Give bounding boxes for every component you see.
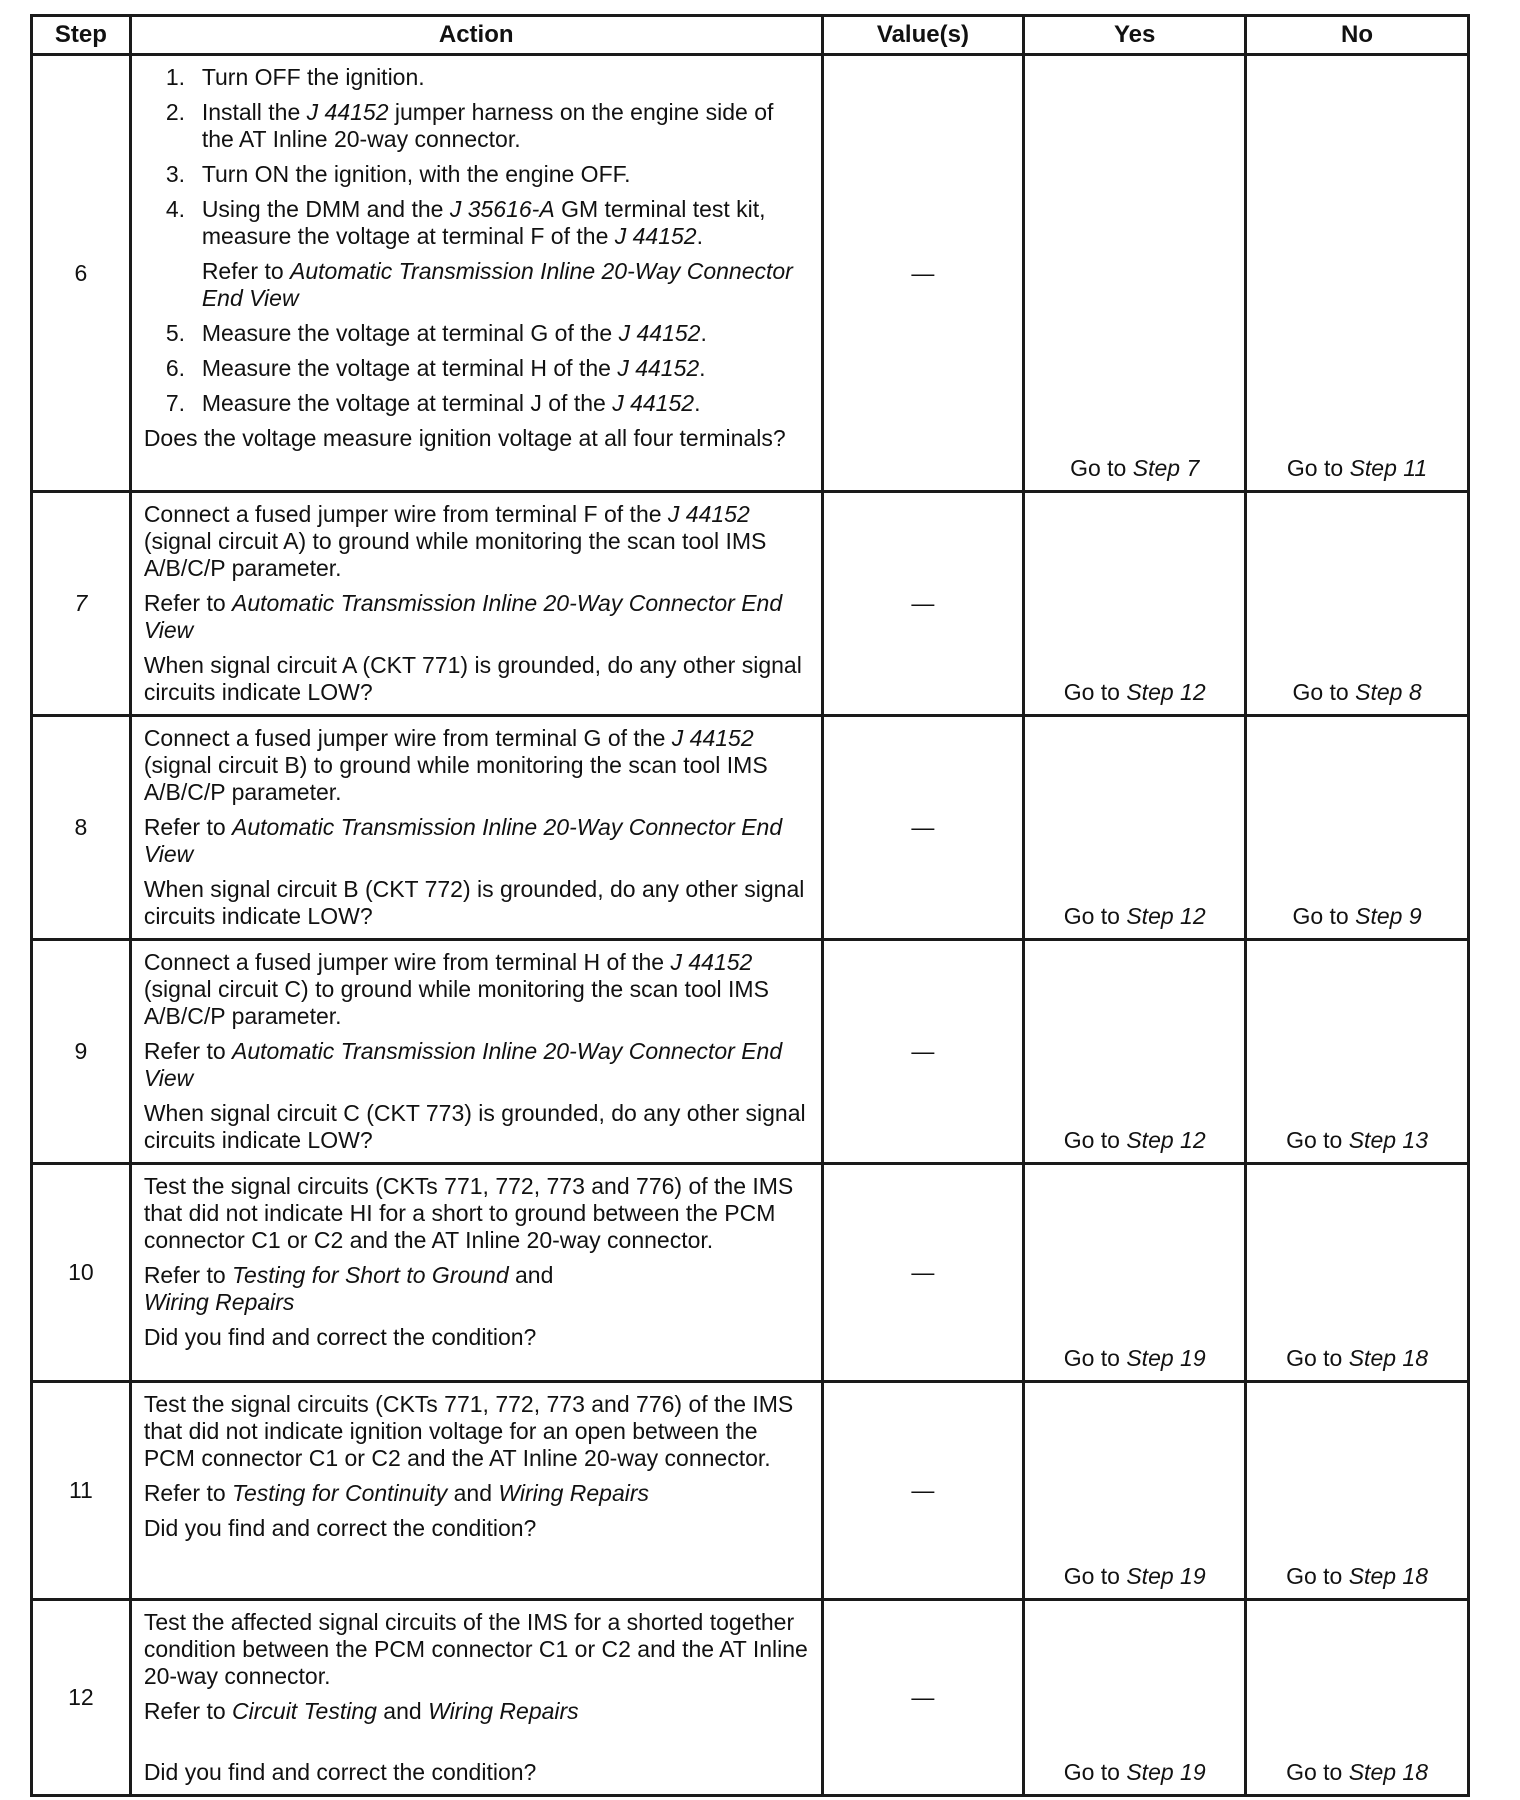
- table-row: [32, 492, 1469, 716]
- header-no: No: [1246, 16, 1469, 55]
- value-cell: —: [822, 940, 1024, 1164]
- action-cell: [130, 55, 822, 492]
- list-item: 7. Measure the voltage at terminal J of the J 44152.: [165, 390, 701, 416]
- yes-cell: Go to Step 12: [1024, 940, 1246, 1164]
- question-text: Did you find and correct the condition?: [143, 1324, 537, 1350]
- list-item: 2. Install the J 44152 jumper harness on the engine side of the AT Inline 20-way connector.: [165, 99, 774, 152]
- value-cell: —: [822, 55, 1024, 492]
- instruction-text: Connect a fused jumper wire from terminal H of the J 44152 (signal circuit C) to ground while monitoring the scan tool IMS A/B/C/P parameter.: [143, 949, 769, 1029]
- value-cell: —: [822, 1600, 1024, 1796]
- instruction-text: Test the signal circuits (CKTs 771, 772, 773 and 776) of the IMS that did not indicate ignition voltage for an open between the PCM connector C1 or C2 and the AT Inline 20-way connector.: [143, 1391, 794, 1471]
- refer-text: Refer to Automatic Transmission Inline 20-Way Connector End View: [143, 590, 783, 643]
- step-number: 8: [32, 716, 131, 940]
- action-cell: [130, 1382, 822, 1600]
- value-cell: —: [822, 716, 1024, 940]
- header-action: Action: [130, 16, 822, 55]
- no-cell: Go to Step 9: [1246, 716, 1469, 940]
- instruction-text: Test the signal circuits (CKTs 771, 772, 773 and 776) of the IMS that did not indicate HI for a short to ground between the PCM connector C1 or C2 and the AT Inline 20-way connector.: [143, 1173, 794, 1253]
- refer-text: Refer to Automatic Transmission Inline 20-Way Connector End View: [143, 1038, 783, 1091]
- table-row: [32, 1382, 1469, 1600]
- action-cell: [130, 716, 822, 940]
- step-number: 7: [32, 492, 131, 716]
- refer-text: Refer to Automatic Transmission Inline 20-Way Connector End View: [143, 814, 783, 867]
- no-cell: Go to Step 8: [1246, 492, 1469, 716]
- question-text: Did you find and correct the condition?: [143, 1759, 537, 1785]
- value-cell: —: [822, 492, 1024, 716]
- step-number: 11: [32, 1382, 131, 1600]
- table-row: [32, 716, 1469, 940]
- list-item: 3. Turn ON the ignition, with the engine OFF.: [165, 161, 631, 187]
- instruction-text: Test the affected signal circuits of the IMS for a shorted together condition between the PCM connector C1 or C2 and the AT Inline 20-way connector.: [143, 1609, 808, 1689]
- instruction-text: Connect a fused jumper wire from terminal F of the J 44152 (signal circuit A) to ground while monitoring the scan tool IMS A/B/C/P parameter.: [143, 501, 767, 581]
- question-text: When signal circuit B (CKT 772) is grounded, do any other signal circuits indicate LOW?: [143, 876, 805, 929]
- question-text: Did you find and correct the condition?: [143, 1515, 537, 1541]
- procedure-list: [144, 320, 809, 417]
- table-row: [32, 1164, 1469, 1382]
- step-number: 9: [32, 940, 131, 1164]
- table-row: [32, 1600, 1469, 1796]
- step-number: 10: [32, 1164, 131, 1382]
- header-step: Step: [32, 16, 131, 55]
- yes-cell: Go to Step 19: [1024, 1164, 1246, 1382]
- yes-cell: Go to Step 7: [1024, 55, 1246, 492]
- step-number: 12: [32, 1600, 131, 1796]
- refer-text: Refer to Automatic Transmission Inline 20-Way Connector End View: [201, 258, 793, 311]
- refer-text: Refer to Testing for Continuity and Wiring Repairs: [143, 1480, 650, 1506]
- refer-text: Refer to Circuit Testing and Wiring Repairs: [143, 1698, 579, 1724]
- yes-cell: Go to Step 19: [1024, 1600, 1246, 1796]
- question-text: When signal circuit A (CKT 771) is grounded, do any other signal circuits indicate LOW?: [143, 652, 802, 705]
- question-text: When signal circuit C (CKT 773) is grounded, do any other signal circuits indicate LOW?: [143, 1100, 806, 1153]
- list-item: 6. Measure the voltage at terminal H of the J 44152.: [165, 355, 706, 381]
- instruction-text: Connect a fused jumper wire from terminal G of the J 44152 (signal circuit B) to ground while monitoring the scan tool IMS A/B/C/P parameter.: [143, 725, 768, 805]
- question-text: Does the voltage measure ignition voltage at all four terminals?: [143, 425, 786, 451]
- diagnostic-table: [30, 14, 1470, 1797]
- list-item: 1. Turn OFF the ignition.: [165, 64, 425, 90]
- list-item: 5. Measure the voltage at terminal G of the J 44152.: [165, 320, 707, 346]
- action-cell: [130, 492, 822, 716]
- table-row: [32, 55, 1469, 492]
- header-values: Value(s): [822, 16, 1024, 55]
- refer-text: Refer to Testing for Short to Ground and Wiring Repairs: [143, 1262, 554, 1315]
- yes-cell: Go to Step 12: [1024, 492, 1246, 716]
- list-item: 4. Using the DMM and the J 35616-A GM terminal test kit, measure the voltage at terminal F of the J 44152.: [165, 196, 766, 249]
- value-cell: —: [822, 1164, 1024, 1382]
- action-cell: [130, 1164, 822, 1382]
- header-yes: Yes: [1024, 16, 1246, 55]
- action-cell: [130, 1600, 822, 1796]
- no-cell: Go to Step 18: [1246, 1600, 1469, 1796]
- no-cell: Go to Step 11: [1246, 55, 1469, 492]
- action-cell: [130, 940, 822, 1164]
- no-cell: Go to Step 18: [1246, 1164, 1469, 1382]
- value-cell: —: [822, 1382, 1024, 1600]
- step-number: 6: [32, 55, 131, 492]
- table-row: [32, 940, 1469, 1164]
- procedure-list: [144, 64, 809, 250]
- no-cell: Go to Step 18: [1246, 1382, 1469, 1600]
- no-cell: Go to Step 13: [1246, 940, 1469, 1164]
- yes-cell: Go to Step 19: [1024, 1382, 1246, 1600]
- yes-cell: Go to Step 12: [1024, 716, 1246, 940]
- header-row: [32, 16, 1469, 55]
